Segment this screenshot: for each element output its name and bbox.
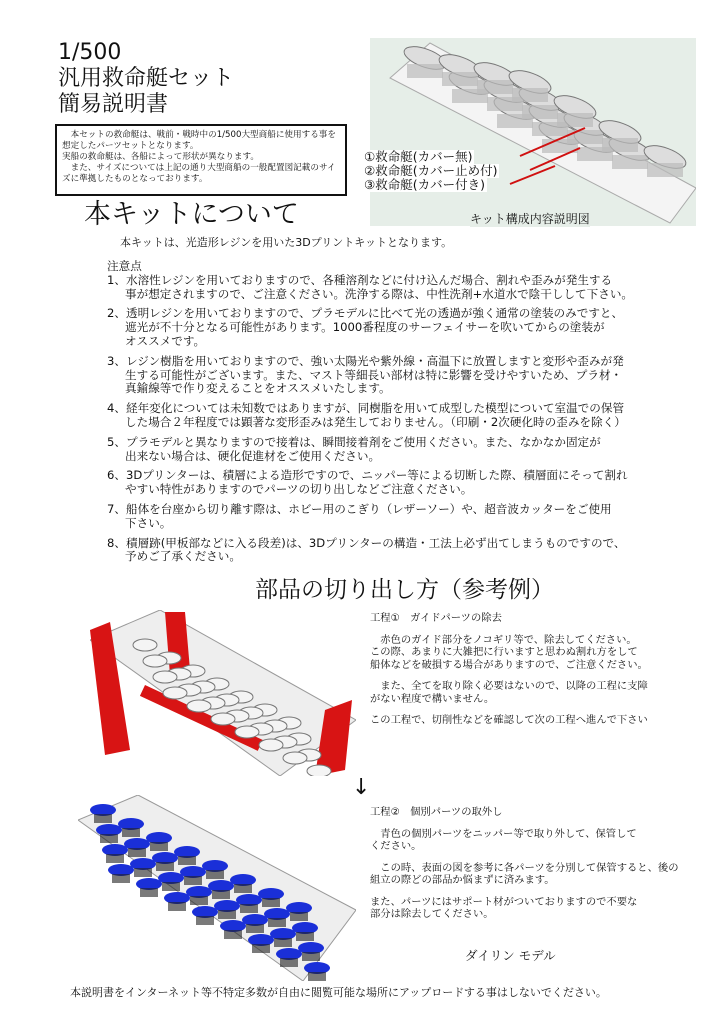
- boat-support: [162, 882, 180, 891]
- down-arrow-icon: ↓: [352, 775, 371, 800]
- boat-support: [206, 870, 224, 879]
- boat-support: [134, 868, 152, 877]
- individual-parts-figure: [78, 795, 356, 981]
- boat-support: [442, 72, 478, 86]
- boat-support: [522, 105, 558, 119]
- note-item: 7、船体を台座から切り離す際は、ホビー用のこぎり（レザーソー）や、超音波カッターをご使用 下さい。: [107, 501, 612, 530]
- footer-notice: 本説明書をインターネット等不特定多数が自由に閲覧可能な場所にアップロードする事はしないでください。: [70, 986, 607, 999]
- note-item: 8、積層跡(甲板部などに入る段差)は、3Dプリンターの構造・工法上必ず出てしまうものですので、 予めご了承ください。: [107, 535, 626, 564]
- title-name: 汎用救命艇セット: [58, 66, 235, 91]
- boat-support: [296, 932, 314, 941]
- document-title: [58, 40, 234, 118]
- boat-support: [234, 884, 252, 893]
- boat-support: [218, 910, 236, 919]
- boat-support: [212, 890, 230, 899]
- label-boat-covered: ③救命艇(カバー付き): [364, 177, 485, 192]
- notes-heading: 注意点: [107, 259, 142, 273]
- note-item: 5、プラモデルと異なりますので接着は、瞬間接着剤をご使用ください。また、なかなか固定が 出来ない場合は、硬化促進材をご使用ください。: [107, 434, 601, 463]
- boat-support: [477, 80, 513, 94]
- step1-paragraph: また、全てを取り除く必要はないので、以降の工程に支障 がない程度で構いません。: [370, 680, 648, 705]
- boat-support: [196, 916, 214, 925]
- boat-support: [557, 113, 593, 127]
- boat-support: [156, 862, 174, 871]
- about-intro: 本キットは、光造形レジンを用いた3Dプリントキットとなります。: [120, 236, 453, 249]
- boat-support: [128, 848, 146, 857]
- boat-support: [647, 163, 683, 177]
- boat-support: [274, 938, 292, 947]
- boat-support: [302, 952, 320, 961]
- boat-support: [190, 896, 208, 905]
- note-item: 1、水溶性レジンを用いておりますので、各種溶剤などに付け込んだ場合、割れや歪みが発生する 事が想定されますので、ご注意ください。洗浄する際は、中性洗剤+水道水で陰干しして下さい。: [107, 272, 634, 301]
- boat-support: [280, 958, 298, 967]
- lifeboat: [307, 765, 331, 776]
- label-boat-cover-fasteners: ②救命艇(カバー止め付): [364, 163, 498, 178]
- boat-support: [168, 902, 186, 911]
- boat-support: [122, 828, 140, 837]
- intro-note-text: 本セットの救命艇は、戦前・戦時中の1/500大型商船に使用する事を想定したパーツセットとなります。 実船の救命艇は、各船によって形状が異なります。 また、サイズについては上記の通り大型商船の一般配置図記載のサイズに準拠したものとなっております。: [62, 130, 336, 184]
- brand-name: ダイリン モデル: [465, 948, 556, 963]
- title-subtitle: 簡易説明書: [58, 92, 169, 117]
- boat-support: [246, 924, 264, 933]
- step1-paragraph: この工程で、切削性などを確認して次の工程へ進んで下さい: [370, 714, 648, 726]
- lifeboat: [163, 687, 187, 699]
- guide-parts-figure: [90, 610, 356, 776]
- note-item: 4、経年変化については未知数ではありますが、同樹脂を用いて成型した模型について室温での保管 した場合２年程度では顕著な変形歪みは発生しておりません。（印刷・2次硬化時の歪みを除く）: [107, 401, 626, 429]
- step2-paragraph: また、パーツにはサポート材がついておりますので不要な 部分は除去してください。: [370, 895, 638, 920]
- section-heading-cutting: 部品の切り出し方（参考例）: [255, 577, 554, 603]
- boat-support: [100, 834, 118, 843]
- kit-render-image: [370, 38, 696, 226]
- guide-render-image: [90, 610, 356, 776]
- step2-paragraph: 青色の個別パーツをニッパー等で取り外して、保管して ください。: [370, 827, 637, 852]
- lifeboat: [283, 752, 307, 764]
- boat-support: [512, 88, 548, 102]
- lifeboat: [143, 655, 167, 667]
- note-item: 2、透明レジンを用いておりますので、プラモデルに比べて光の透過が強く通常の塗装のみですと、 遮光が不十分となる可能性があります。1000番程度のサーフェイサーを吹いてからの塗装が オススメです。: [107, 306, 624, 348]
- boat-support: [567, 130, 603, 144]
- boat-support: [308, 972, 326, 981]
- step1-title: 工程① ガイドパーツの除去: [370, 612, 502, 624]
- boat-support: [178, 856, 196, 865]
- boat-support: [140, 888, 158, 897]
- boat-support: [150, 842, 168, 851]
- boat-support: [112, 874, 130, 883]
- lifeboat: [153, 671, 177, 683]
- boat-support: [240, 904, 258, 913]
- boat-support: [224, 930, 242, 939]
- lifeboat: [235, 726, 259, 738]
- step1-text: [370, 612, 680, 736]
- figure-caption: キット構成内容説明図: [470, 212, 590, 226]
- note-item: 3、レジン樹脂を用いておりますので、強い太陽光や紫外線・高温下に放置しますと変形や歪みが発 生する可能性がございます。また、マスト等細長い部材は特に影響を受けやすいため、プラ材・ 真鍮線等で作り変えることをオススメいたします。: [107, 353, 624, 396]
- lifeboat: [133, 639, 157, 651]
- boat-support: [602, 138, 638, 152]
- intro-note-box: [55, 124, 347, 196]
- boat-support: [407, 64, 443, 78]
- step2-text: [370, 806, 680, 930]
- boat-support: [612, 155, 648, 169]
- boat-support: [268, 918, 286, 927]
- title-scale: 1/500: [58, 40, 122, 65]
- note-item: 6、3Dプリンターは、積層による造形ですので、ニッパー等による切断した際、積層面にそって割れ やすい特性がありますのでパーツの切り出しなどご注意ください。: [107, 468, 628, 497]
- boat-support: [252, 944, 270, 953]
- step2-paragraph: この時、表面の図を参考に各パーツを分別して保管すると、後の組立の際どの部品か悩まずに済みます。: [370, 861, 679, 886]
- boat-support: [106, 854, 124, 863]
- notes-list: [107, 260, 717, 570]
- step2-title: 工程② 個別パーツの取外し: [370, 806, 503, 818]
- section-heading-about: 本キットについて: [84, 199, 299, 230]
- kit-contents-figure: [364, 38, 696, 226]
- parts-render-image: [78, 795, 356, 981]
- boat-support: [184, 876, 202, 885]
- lifeboat: [259, 739, 283, 751]
- lifeboat: [187, 700, 211, 712]
- label-boat-no-cover: ①救命艇(カバー無): [364, 149, 473, 164]
- lifeboat: [211, 713, 235, 725]
- boat-support: [262, 898, 280, 907]
- boat-support: [94, 814, 112, 823]
- boat-support: [290, 912, 308, 921]
- step1-paragraph: 赤色のガイド部分をノコギリ等で、除去してください。 この際、あまりに大雑把に行いますと思わぬ割れ方をして 船体などを破損する場合がありますので、ご注意ください。: [370, 633, 648, 671]
